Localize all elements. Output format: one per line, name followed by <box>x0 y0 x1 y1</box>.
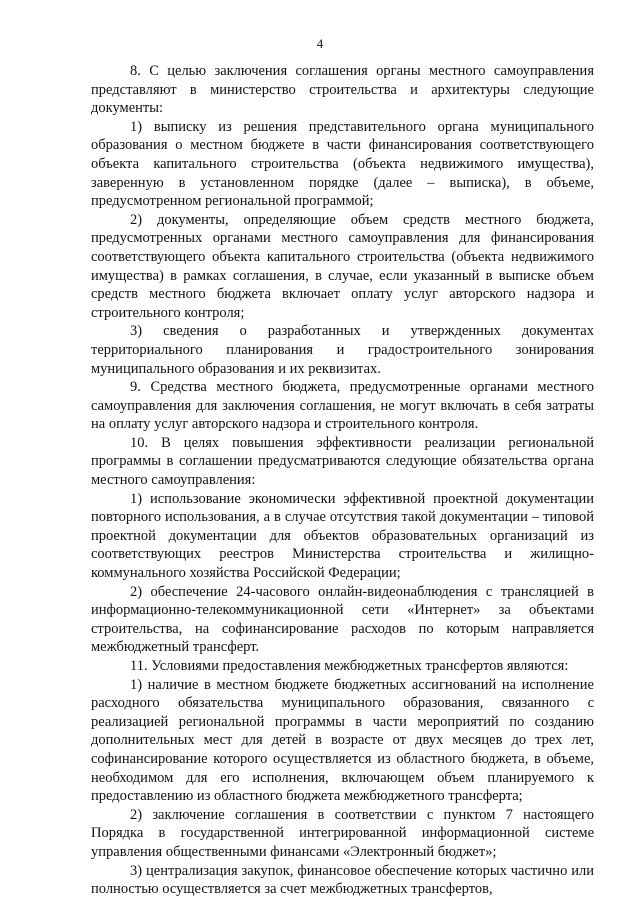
paragraph-11-item-3: 3) централизация закупок, финансовое обеспечение которых частично или полностью осуществляется за счет межбюджетных трансфертов, <box>91 862 594 898</box>
paragraph-9: 9. Средства местного бюджета, предусмотренные органами местного самоуправления для заключения соглашения, не могут включать в себя затраты на оплату услуг авторского надзора и строительного контроля. <box>91 379 594 433</box>
paragraph-10: 10. В целях повышения эффективности реализации региональной программы в соглашении предусматриваются следующие обязательства органа местного самоуправления: <box>91 434 594 489</box>
paragraph-8-item-1: 1) выписку из решения представительного органа муниципального образования о местном бюджете в части финансирования соответствующего объекта капитального строительства (объекта недвижимого имущества), заверенную в установленном порядке (далее – выписка), в объеме, предусмотренном региональной программой; <box>91 118 594 210</box>
document-body <box>91 62 594 899</box>
page-number: 4 <box>316 36 324 51</box>
paragraph-11: 11. Условиями предоставления межбюджетных трансфертов являются: <box>130 658 569 674</box>
paragraph-10-item-1: 1) использование экономически эффективной проектной документации повторного использования, а в случае отсутствия такой документации – типовой проектной документации для объектов образовательных организаций из соответствующих реестров Министерства строительства и жилищно-коммунального хозяйства Российской Федерации; <box>91 490 594 582</box>
paragraph-8: 8. С целью заключения соглашения органы местного самоуправления представляют в министерство строительства и архитектуры следующие документы: <box>91 63 594 117</box>
paragraph-8-item-2: 2) документы, определяющие объем средств местного бюджета, предусмотренных органами местного самоуправления для финансирования соответствующего объекта капитального строительства (объекта недвижимого имущества) в рамках соглашения, в случае, если указанный в выписке объем средств местного бюджета включает оплату услуг авторского надзора и строительного контроля; <box>91 211 594 321</box>
paragraph-11-item-2: 2) заключение соглашения в соответствии с пунктом 7 настоящего Порядка в государственной интегрированной информационной системе управления общественными финансами «Электронный бюджет»; <box>91 806 594 860</box>
paragraph-10-item-2: 2) обеспечение 24-часового онлайн-видеонаблюдения с трансляцией в информационно-телекоммуникационной сети «Интернет» за объектами строительства, на софинансирование расходов по которым направляется межбюджетный трансферт. <box>91 583 594 656</box>
paragraph-8-item-3: 3) сведения о разработанных и утвержденных документах территориального планирования и градостроительного зонирования муниципального образования и их реквизитах. <box>91 323 594 377</box>
paragraph-11-item-1: 1) наличие в местном бюджете бюджетных ассигнований на исполнение расходного обязательства муниципального образования, связанного с реализацией региональной программы в части мероприятий по созданию дополнительных мест для детей в возрасте от двух месяцев до трех лет, софинансирование которого осуществляется из областного бюджета, в объеме, необходимом для его исполнения, включающем объем планируемого к предоставлению из областного бюджета межбюджетного трансферта; <box>91 676 594 805</box>
